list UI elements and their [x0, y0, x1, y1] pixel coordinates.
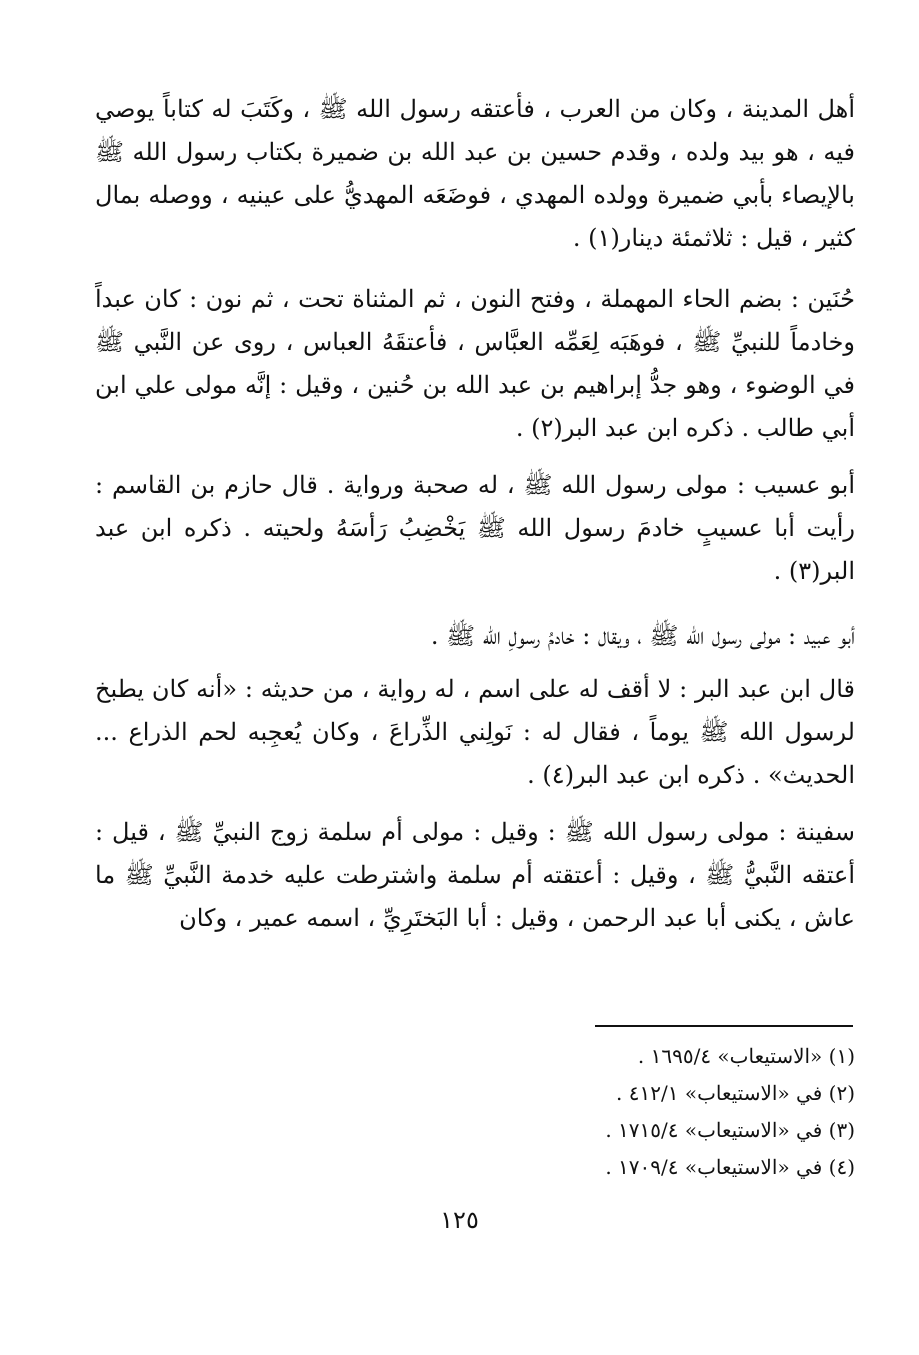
- paragraph-abu-dumayra: أهل المدينة ، وكان من العرب ، فأعتقه رسول الله ﷺ ، وكَتَبَ له كتاباً يوصي فيه ، هو بيد ولده ، وقدم حسين بن عبد الله بن ضميرة بكتاب رسول الله ﷺ بالإيصاء بأبي ضميرة وولده المهدي ، فوضَعَه المهديُّ على عينيه ، ووصله بمال كثير ، قيل : ثلاثمئة دينار(١) .: [95, 95, 855, 252]
- paragraph-ibn-abd-al-barr-quote: قال ابن عبد البر : لا أقف له على اسم ، له رواية ، من حديثه : «أنه كان يطبخ لرسول الله ﷺ يوماً ، فقال له : نَولِني الذِّراعَ ، وكان يُعجِبه لحم الذراع ... الحديث» . ذكره ابن عبد البر(٤) .: [95, 675, 855, 789]
- paragraph-abu-ubaid: أبو عبيد : مولى رسول الله ﷺ ، ويقال : خادمُ رسولِ الله ﷺ .: [430, 622, 855, 650]
- footnote-3: (٣) في «الاستيعاب» ١٧١٥/٤ .: [605, 1118, 855, 1142]
- footnote-1: (١) «الاستيعاب» ١٦٩٥/٤ .: [637, 1044, 855, 1068]
- footnotes: [95, 1038, 855, 1186]
- paragraph-hunain: حُنَين : بضم الحاء المهملة ، وفتح النون ، ثم المثناة تحت ، ثم نون : كان عبداً وخادماً للنبيِّ ﷺ ، فوهَبَه لِعَمِّه العبَّاس ، فأعتقَهُ العباس ، روى عن النَّبي ﷺ في الوضوء ، وهو جدُّ إبراهيم بن عبد الله بن حُنين ، وقيل : إنَّه مولى علي ابن أبي طالب . ذكره ابن عبد البر(٢) .: [95, 285, 855, 442]
- page-number: ١٢٥: [440, 1206, 479, 1234]
- paragraph-abu-asib: أبو عسيب : مولى رسول الله ﷺ ، له صحبة ورواية . قال حازم بن القاسم : رأيت أبا عسيبٍ خادمَ رسول الله ﷺ يَخْضِبُ رَأسَهُ ولحيته . ذكره ابن عبد البر(٣) .: [95, 471, 855, 585]
- footnote-2: (٢) في «الاستيعاب» ٤١٢/١ .: [616, 1081, 855, 1105]
- footnote-4: (٤) في «الاستيعاب» ١٧٠٩/٤ .: [605, 1155, 855, 1179]
- main-text: [95, 88, 855, 958]
- footnote-divider: [595, 1025, 853, 1027]
- paragraph-safina: سفينة : مولى رسول الله ﷺ : وقيل : مولى أم سلمة زوج النبيِّ ﷺ ، قيل : أعتقه النَّبيُّ ﷺ ، وقيل : أعتقته أم سلمة واشترطت عليه خدمة النَّبيِّ ﷺ ما عاش ، يكنى أبا عبد الرحمن ، وقيل : أبا البَختَرِيِّ ، اسمه عمير ، وكان: [95, 818, 855, 932]
